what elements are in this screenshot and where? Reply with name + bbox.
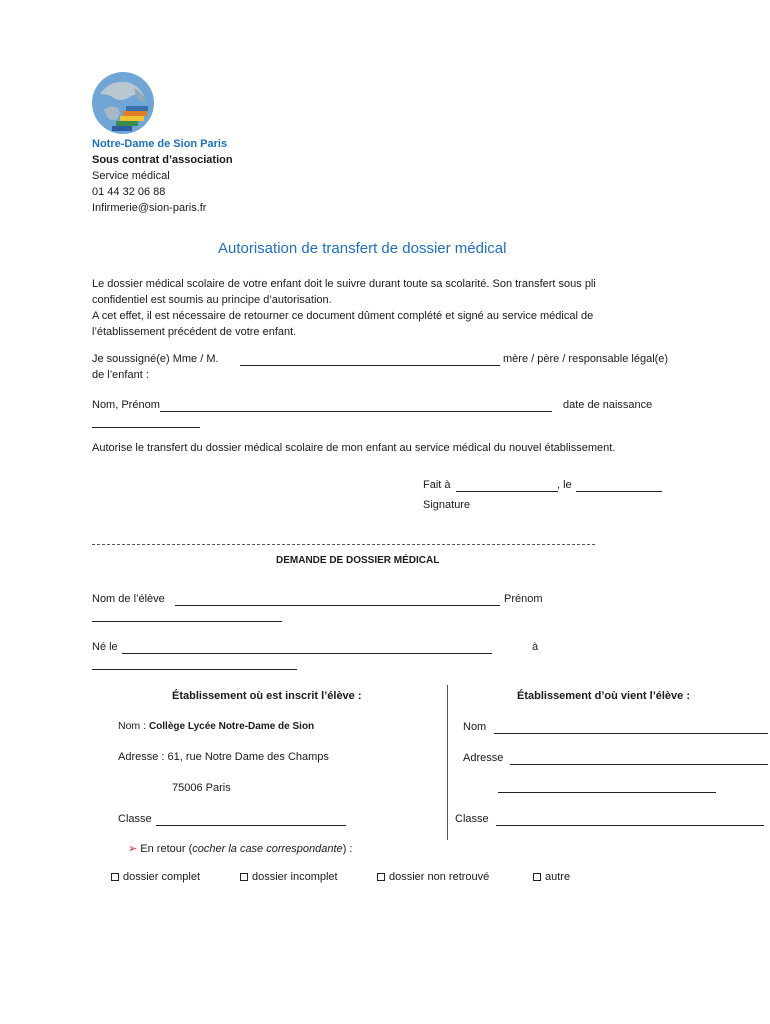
- return-italic: cocher la case correspondante: [192, 843, 343, 855]
- date-naissance-label: date de naissance: [563, 399, 653, 411]
- fait-a-label: Fait à: [423, 479, 451, 491]
- arrow-icon: ➢: [128, 843, 138, 855]
- soussigne-label: Je soussigné(e) Mme / M.: [92, 353, 219, 365]
- right-adresse-field[interactable]: [510, 755, 768, 765]
- left-nom-value: Collège Lycée Notre-Dame de Sion: [148, 721, 315, 732]
- phone-number: 01 44 32 06 88: [92, 186, 166, 198]
- a-label: à: [532, 641, 539, 653]
- signature-label: Signature: [423, 499, 471, 511]
- right-adresse-field-2[interactable]: [498, 783, 716, 793]
- left-school-heading: Établissement où est inscrit l’élève :: [172, 690, 362, 702]
- service-name: Service médical: [92, 170, 170, 182]
- contract-status: Sous contrat d’association: [92, 154, 233, 166]
- org-name: Notre-Dame de Sion Paris: [92, 138, 228, 150]
- option-label: dossier incomplet: [252, 871, 338, 883]
- prenom-label: Prénom: [504, 593, 543, 605]
- left-classe-label: Classe: [118, 813, 152, 825]
- request-heading: DEMANDE DE DOSSIER MÉDICAL: [276, 555, 440, 566]
- ne-le-label: Né le: [92, 641, 118, 653]
- option-label: autre: [545, 871, 571, 883]
- intro-line: A cet effet, il est nécessaire de retourner ce document dûment complété et signé au service médical de: [92, 310, 594, 322]
- enfant-label: de l’enfant :: [92, 369, 149, 381]
- student-name-field[interactable]: [175, 596, 500, 606]
- date-field[interactable]: [576, 482, 662, 492]
- left-school-name: [118, 720, 314, 732]
- return-label: [128, 842, 352, 855]
- intro-line: Le dossier médical scolaire de votre enfant doit le suivre durant toute sa scolarité. Son transfert sous pli: [92, 278, 596, 290]
- child-name-field[interactable]: [160, 402, 552, 412]
- option-dossier-non-retrouve[interactable]: [377, 871, 489, 883]
- intro-line: confidentiel est soumis au principe d’autorisation.: [92, 294, 332, 306]
- nom-prenom-label: Nom, Prénom: [92, 399, 160, 411]
- right-nom-field[interactable]: [494, 724, 768, 734]
- checkbox-icon[interactable]: [377, 873, 385, 881]
- right-classe-field[interactable]: [496, 816, 764, 826]
- email-address: Infirmerie@sion-paris.fr: [92, 202, 207, 214]
- student-firstname-field[interactable]: [92, 612, 282, 622]
- authorize-text: Autorise le transfert du dossier médical scolaire de mon enfant au service médical du nouvel établissement.: [92, 442, 616, 454]
- parent-name-field[interactable]: [240, 356, 500, 366]
- nom-eleve-label: Nom de l’élève: [92, 593, 165, 605]
- birth-date-field[interactable]: [92, 418, 200, 428]
- right-adresse-label: Adresse: [463, 752, 504, 764]
- school-logo: [90, 70, 158, 136]
- right-nom-label: Nom: [463, 721, 487, 733]
- return-prefix: En retour (: [140, 843, 193, 855]
- checkbox-icon[interactable]: [533, 873, 541, 881]
- intro-line: l’établissement précédent de votre enfant.: [92, 326, 297, 338]
- right-classe-label: Classe: [455, 813, 489, 825]
- le-label: , le: [557, 479, 572, 491]
- left-school-city: 75006 Paris: [172, 782, 231, 794]
- option-label: dossier complet: [123, 871, 201, 883]
- page-title: Autorisation de transfert de dossier médical: [218, 240, 507, 257]
- option-dossier-incomplet[interactable]: [240, 871, 338, 883]
- left-classe-field[interactable]: [156, 816, 346, 826]
- right-school-heading: Établissement d’où vient l’élève :: [517, 690, 690, 702]
- option-autre[interactable]: [533, 871, 570, 883]
- checkbox-icon[interactable]: [240, 873, 248, 881]
- parent-role-label: mère / père / responsable légal(e): [503, 353, 669, 365]
- left-school-address: Adresse : 61, rue Notre Dame des Champs: [118, 751, 329, 763]
- left-nom-label: Nom :: [118, 720, 147, 732]
- option-dossier-complet[interactable]: [111, 871, 200, 883]
- option-label: dossier non retrouvé: [389, 871, 490, 883]
- checkbox-icon[interactable]: [111, 873, 119, 881]
- return-suffix: ) :: [342, 843, 353, 855]
- born-date-field[interactable]: [122, 644, 492, 654]
- dashed-divider: [92, 544, 595, 545]
- born-place-field[interactable]: [92, 660, 297, 670]
- fait-a-field[interactable]: [456, 482, 558, 492]
- column-divider: [447, 685, 448, 840]
